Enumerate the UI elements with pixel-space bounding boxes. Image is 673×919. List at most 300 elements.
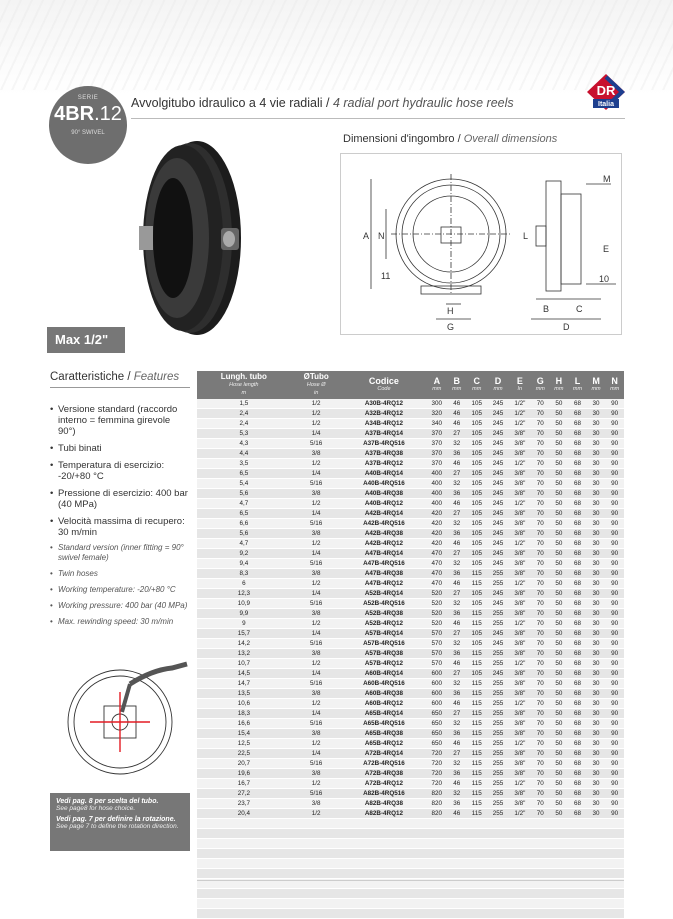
table-row — [197, 589, 624, 599]
table-cell: 68 — [568, 679, 587, 689]
table-cell: 90 — [605, 439, 624, 449]
table-cell: 105 — [466, 399, 487, 409]
features-list-en — [50, 543, 190, 633]
table-row — [197, 489, 624, 499]
table-cell: 32 — [447, 519, 466, 529]
table-cell: 68 — [568, 639, 587, 649]
table-cell: 50 — [550, 459, 569, 469]
table-cell: 370 — [426, 459, 447, 469]
table-cell: 9 — [197, 619, 291, 629]
table-cell: 1/2 — [291, 779, 342, 789]
table-cell: 30 — [587, 739, 606, 749]
table-cell: 46 — [447, 699, 466, 709]
table-cell: 36 — [447, 649, 466, 659]
table-header-cell: E In — [509, 371, 531, 399]
table-cell: A42B-4RQ38 — [342, 529, 426, 539]
table-cell: 245 — [487, 469, 508, 479]
table-cell: 20,4 — [197, 809, 291, 819]
table-cell: 27,2 — [197, 789, 291, 799]
table-cell: 50 — [550, 749, 569, 759]
table-cell: 27 — [447, 589, 466, 599]
table-cell: 245 — [487, 549, 508, 559]
table-cell: A37B-4RQ516 — [342, 439, 426, 449]
table-cell: 90 — [605, 549, 624, 559]
svg-text:10: 10 — [599, 274, 610, 284]
table-header-cell: Lungh. tubo Hose length m — [197, 371, 291, 399]
table-cell: 70 — [531, 659, 550, 669]
table-cell: 245 — [487, 439, 508, 449]
table-cell: A37B-4RQ12 — [342, 459, 426, 469]
table-cell: 68 — [568, 439, 587, 449]
table-cell: 30 — [587, 529, 606, 539]
table-cell: A65B-4RQ14 — [342, 709, 426, 719]
table-cell: 90 — [605, 789, 624, 799]
table-cell: A57B-4RQ14 — [342, 629, 426, 639]
table-cell: 50 — [550, 679, 569, 689]
table-cell: 3/8" — [509, 759, 531, 769]
table-cell: 50 — [550, 799, 569, 809]
table-cell: 255 — [487, 679, 508, 689]
table-cell: 12,5 — [197, 739, 291, 749]
table-cell: 245 — [487, 669, 508, 679]
table-cell: 50 — [550, 719, 569, 729]
table-cell: 1/2 — [291, 579, 342, 589]
table-cell: 1/4 — [291, 629, 342, 639]
header-pattern — [0, 0, 673, 90]
table-cell: 30 — [587, 429, 606, 439]
table-row — [197, 539, 624, 549]
series-code: 4BR.12 — [54, 103, 122, 125]
series-label: SERIE — [77, 95, 99, 101]
table-cell: 3/8" — [509, 649, 531, 659]
table-cell: 70 — [531, 789, 550, 799]
table-cell: 115 — [466, 689, 487, 699]
table-cell: 105 — [466, 539, 487, 549]
table-cell: 14,5 — [197, 669, 291, 679]
table-header-cell: A mm — [426, 371, 447, 399]
table-cell: 600 — [426, 679, 447, 689]
max-hose-size-label: Max 1/2" — [47, 327, 125, 353]
features-list-it — [50, 404, 190, 544]
table-cell: 1/2" — [509, 809, 531, 819]
table-cell: 5/16 — [291, 639, 342, 649]
table-cell: 255 — [487, 569, 508, 579]
table-cell: 90 — [605, 759, 624, 769]
table-cell: 650 — [426, 709, 447, 719]
table-cell: 245 — [487, 419, 508, 429]
features-rule — [50, 387, 190, 388]
table-cell: 68 — [568, 449, 587, 459]
table-blank-row — [197, 819, 624, 829]
table-cell: 255 — [487, 649, 508, 659]
table-cell: 68 — [568, 399, 587, 409]
table-cell: 46 — [447, 579, 466, 589]
table-cell: 70 — [531, 409, 550, 419]
table-cell: 105 — [466, 599, 487, 609]
table-cell: 520 — [426, 589, 447, 599]
table-header-cell: H mm — [550, 371, 569, 399]
table-cell: 370 — [426, 429, 447, 439]
table-cell: 105 — [466, 519, 487, 529]
table-cell: 12,3 — [197, 589, 291, 599]
table-cell: 650 — [426, 739, 447, 749]
table-cell: 30 — [587, 659, 606, 669]
table-cell: 70 — [531, 599, 550, 609]
table-cell: A47B-4RQ516 — [342, 559, 426, 569]
table-cell: 68 — [568, 589, 587, 599]
table-cell: 68 — [568, 789, 587, 799]
table-cell: 245 — [487, 539, 508, 549]
table-cell: 90 — [605, 509, 624, 519]
table-cell: 68 — [568, 769, 587, 779]
table-cell: 720 — [426, 759, 447, 769]
table-cell: 115 — [466, 749, 487, 759]
table-cell: 68 — [568, 479, 587, 489]
table-row — [197, 479, 624, 489]
table-cell: A40B-4RQ12 — [342, 499, 426, 509]
table-cell: 3/8" — [509, 589, 531, 599]
table-cell: 5/16 — [291, 719, 342, 729]
table-cell: 68 — [568, 429, 587, 439]
table-cell: A32B-4RQ12 — [342, 409, 426, 419]
table-cell: 245 — [487, 479, 508, 489]
table-cell: A47B-4RQ14 — [342, 549, 426, 559]
table-cell: 1/2" — [509, 579, 531, 589]
table-cell: 30 — [587, 439, 606, 449]
table-cell: 36 — [447, 689, 466, 699]
dimensions-drawing — [340, 153, 622, 335]
table-header-cell: B mm — [447, 371, 466, 399]
table-cell: 27 — [447, 469, 466, 479]
table-cell: 46 — [447, 409, 466, 419]
table-cell: A65B-4RQ38 — [342, 729, 426, 739]
table-cell: 1/2" — [509, 459, 531, 469]
table-cell: 3/8" — [509, 559, 531, 569]
table-cell: 5/16 — [291, 439, 342, 449]
table-cell: 115 — [466, 619, 487, 629]
table-cell: 16,7 — [197, 779, 291, 789]
table-cell: 90 — [605, 619, 624, 629]
table-cell: 720 — [426, 779, 447, 789]
table-cell: A52B-4RQ14 — [342, 589, 426, 599]
table-header-cell: Codice Code — [342, 371, 426, 399]
table-cell: 1/4 — [291, 429, 342, 439]
table-cell: 720 — [426, 749, 447, 759]
feature-item: • Standard version (inner fitting = 90° swivel female) — [50, 543, 190, 562]
table-cell: 30 — [587, 509, 606, 519]
table-cell: 50 — [550, 789, 569, 799]
table-cell: 115 — [466, 609, 487, 619]
table-cell: 3/8 — [291, 769, 342, 779]
table-header-cell: L mm — [568, 371, 587, 399]
table-cell: 105 — [466, 499, 487, 509]
table-cell: 46 — [447, 419, 466, 429]
table-cell: 4,4 — [197, 449, 291, 459]
table-cell: 90 — [605, 629, 624, 639]
table-cell: 1/4 — [291, 709, 342, 719]
table-cell: 68 — [568, 729, 587, 739]
table-cell: 1/2" — [509, 499, 531, 509]
table-blank-row — [197, 829, 624, 839]
table-cell: 6,6 — [197, 519, 291, 529]
table-cell: 1/4 — [291, 589, 342, 599]
feature-item: • Working temperature: -20/+80 °C — [50, 585, 190, 595]
table-cell: 1/4 — [291, 549, 342, 559]
table-cell: 50 — [550, 729, 569, 739]
table-cell: 6,5 — [197, 469, 291, 479]
table-cell: 70 — [531, 439, 550, 449]
table-cell: 105 — [466, 509, 487, 519]
table-cell: 470 — [426, 579, 447, 589]
table-cell: 27 — [447, 629, 466, 639]
table-cell: 68 — [568, 549, 587, 559]
table-cell: 90 — [605, 699, 624, 709]
table-cell: 32 — [447, 719, 466, 729]
table-cell: 820 — [426, 789, 447, 799]
table-row — [197, 499, 624, 509]
svg-text:E: E — [603, 244, 610, 254]
table-cell: 68 — [568, 599, 587, 609]
table-cell: 1/2 — [291, 399, 342, 409]
table-cell: 400 — [426, 479, 447, 489]
table-cell: 30 — [587, 489, 606, 499]
table-cell: 1/4 — [291, 669, 342, 679]
table-cell: 3/8" — [509, 529, 531, 539]
table-cell: 70 — [531, 759, 550, 769]
table-cell: 30 — [587, 409, 606, 419]
table-cell: 70 — [531, 549, 550, 559]
table-cell: 5,4 — [197, 479, 291, 489]
table-cell: 50 — [550, 499, 569, 509]
table-cell: 115 — [466, 659, 487, 669]
table-cell: 70 — [531, 729, 550, 739]
product-table — [197, 371, 624, 919]
table-cell: 6,5 — [197, 509, 291, 519]
svg-text:L: L — [523, 231, 529, 241]
table-cell: 70 — [531, 769, 550, 779]
table-cell: 68 — [568, 739, 587, 749]
table-cell: 70 — [531, 479, 550, 489]
table-cell: 420 — [426, 509, 447, 519]
feature-item: • Velocità massima di recupero: 30 m/min — [50, 516, 190, 538]
table-cell: 36 — [447, 609, 466, 619]
table-cell: 90 — [605, 569, 624, 579]
table-cell: 50 — [550, 579, 569, 589]
svg-text:H: H — [447, 306, 454, 316]
table-cell: 46 — [447, 809, 466, 819]
table-cell: 50 — [550, 739, 569, 749]
table-cell: 115 — [466, 769, 487, 779]
table-cell: 90 — [605, 419, 624, 429]
table-cell: 20,7 — [197, 759, 291, 769]
table-cell: 50 — [550, 669, 569, 679]
table-cell: 50 — [550, 759, 569, 769]
table-cell: 50 — [550, 479, 569, 489]
table-cell: 32 — [447, 479, 466, 489]
table-cell: 3/8" — [509, 599, 531, 609]
table-cell: 255 — [487, 619, 508, 629]
table-row — [197, 809, 624, 819]
table-cell: 105 — [466, 449, 487, 459]
table-cell: 19,6 — [197, 769, 291, 779]
table-cell: A34B-4RQ12 — [342, 419, 426, 429]
table-cell: 90 — [605, 739, 624, 749]
feature-item: • Twin hoses — [50, 569, 190, 579]
table-cell: 30 — [587, 809, 606, 819]
table-row — [197, 709, 624, 719]
table-cell: 70 — [531, 499, 550, 509]
table-cell: 115 — [466, 809, 487, 819]
table-cell: 68 — [568, 669, 587, 679]
table-cell: A37B-4RQ38 — [342, 449, 426, 459]
table-cell: A65B-4RQ12 — [342, 739, 426, 749]
table-cell: 1/2 — [291, 459, 342, 469]
table-cell: 9,2 — [197, 549, 291, 559]
table-cell: 50 — [550, 619, 569, 629]
table-cell: 68 — [568, 699, 587, 709]
table-cell: A40B-4RQ516 — [342, 479, 426, 489]
table-cell: 115 — [466, 569, 487, 579]
feature-item: • Working pressure: 400 bar (40 MPa) — [50, 601, 190, 611]
table-row — [197, 509, 624, 519]
table-row — [197, 789, 624, 799]
table-cell: 3/8" — [509, 639, 531, 649]
table-cell: 70 — [531, 809, 550, 819]
table-cell: 70 — [531, 489, 550, 499]
features-title: Caratteristiche / Features — [50, 371, 180, 383]
table-cell: 27 — [447, 669, 466, 679]
table-cell: 1/2" — [509, 419, 531, 429]
table-cell: 68 — [568, 489, 587, 499]
table-cell: 50 — [550, 659, 569, 669]
table-cell: 600 — [426, 669, 447, 679]
table-cell: 90 — [605, 649, 624, 659]
table-cell: 105 — [466, 429, 487, 439]
table-cell: 3/8 — [291, 799, 342, 809]
table-cell: 30 — [587, 749, 606, 759]
table-cell: 30 — [587, 549, 606, 559]
table-blank-row — [197, 909, 624, 919]
table-blank-row — [197, 899, 624, 909]
table-cell: 470 — [426, 549, 447, 559]
table-cell: 90 — [605, 529, 624, 539]
table-row — [197, 399, 624, 409]
table-row — [197, 449, 624, 459]
table-row — [197, 659, 624, 669]
table-cell: 255 — [487, 809, 508, 819]
table-row — [197, 429, 624, 439]
table-cell: A47B-4RQ38 — [342, 569, 426, 579]
table-cell: 1/2" — [509, 659, 531, 669]
table-cell: 32 — [447, 599, 466, 609]
table-cell: 90 — [605, 679, 624, 689]
table-cell: 50 — [550, 469, 569, 479]
table-cell: 90 — [605, 689, 624, 699]
table-cell: 255 — [487, 579, 508, 589]
table-cell: 90 — [605, 609, 624, 619]
series-swivel: 90° SWIVEL — [71, 130, 105, 136]
table-row — [197, 569, 624, 579]
svg-text:A: A — [363, 231, 370, 241]
table-cell: 255 — [487, 739, 508, 749]
table-cell: 245 — [487, 599, 508, 609]
table-cell: 3/8 — [291, 729, 342, 739]
table-cell: 90 — [605, 559, 624, 569]
table-blank-row — [197, 849, 624, 859]
table-row — [197, 529, 624, 539]
table-row — [197, 609, 624, 619]
table-cell: 10,6 — [197, 699, 291, 709]
table-cell: 70 — [531, 469, 550, 479]
table-cell: 30 — [587, 579, 606, 589]
table-cell: 68 — [568, 659, 587, 669]
table-cell: 105 — [466, 409, 487, 419]
table-cell: 255 — [487, 759, 508, 769]
table-row — [197, 699, 624, 709]
table-cell: 90 — [605, 429, 624, 439]
table-cell: 68 — [568, 519, 587, 529]
table-cell: 570 — [426, 629, 447, 639]
table-cell: A52B-4RQ516 — [342, 599, 426, 609]
table-cell: 70 — [531, 719, 550, 729]
table-row — [197, 519, 624, 529]
table-cell: 30 — [587, 609, 606, 619]
table-cell: 3/8" — [509, 709, 531, 719]
table-cell: 46 — [447, 619, 466, 629]
table-cell: 68 — [568, 719, 587, 729]
table-cell: 3/8" — [509, 679, 531, 689]
table-cell: 36 — [447, 489, 466, 499]
table-cell: 68 — [568, 569, 587, 579]
table-cell: 1/2 — [291, 659, 342, 669]
table-cell: 90 — [605, 519, 624, 529]
table-cell: 50 — [550, 639, 569, 649]
table-cell: 50 — [550, 779, 569, 789]
table-cell: 46 — [447, 739, 466, 749]
table-cell: 30 — [587, 789, 606, 799]
table-cell: 1/2 — [291, 419, 342, 429]
table-cell: 3/8" — [509, 569, 531, 579]
table-cell: 90 — [605, 469, 624, 479]
table-cell: 1/2" — [509, 399, 531, 409]
table-cell: 1/2 — [291, 739, 342, 749]
table-cell: 46 — [447, 539, 466, 549]
table-cell: 27 — [447, 509, 466, 519]
table-cell: 4,7 — [197, 499, 291, 509]
table-cell: 68 — [568, 579, 587, 589]
table-cell: 27 — [447, 709, 466, 719]
table-cell: 3/8" — [509, 769, 531, 779]
table-cell: 105 — [466, 639, 487, 649]
table-cell: 30 — [587, 559, 606, 569]
table-cell: 3/8 — [291, 529, 342, 539]
table-cell: 50 — [550, 439, 569, 449]
table-cell: 3/8" — [509, 429, 531, 439]
table-cell: 68 — [568, 809, 587, 819]
table-cell: 70 — [531, 669, 550, 679]
table-cell: 30 — [587, 639, 606, 649]
table-row — [197, 669, 624, 679]
table-cell: A60B-4RQ12 — [342, 699, 426, 709]
table-cell: 30 — [587, 679, 606, 689]
table-cell: 30 — [587, 799, 606, 809]
swivel-fitting-drawing — [52, 640, 192, 780]
table-cell: 70 — [531, 779, 550, 789]
table-cell: A40B-4RQ14 — [342, 469, 426, 479]
table-cell: 70 — [531, 459, 550, 469]
table-cell: 30 — [587, 669, 606, 679]
table-cell: 1/2 — [291, 539, 342, 549]
